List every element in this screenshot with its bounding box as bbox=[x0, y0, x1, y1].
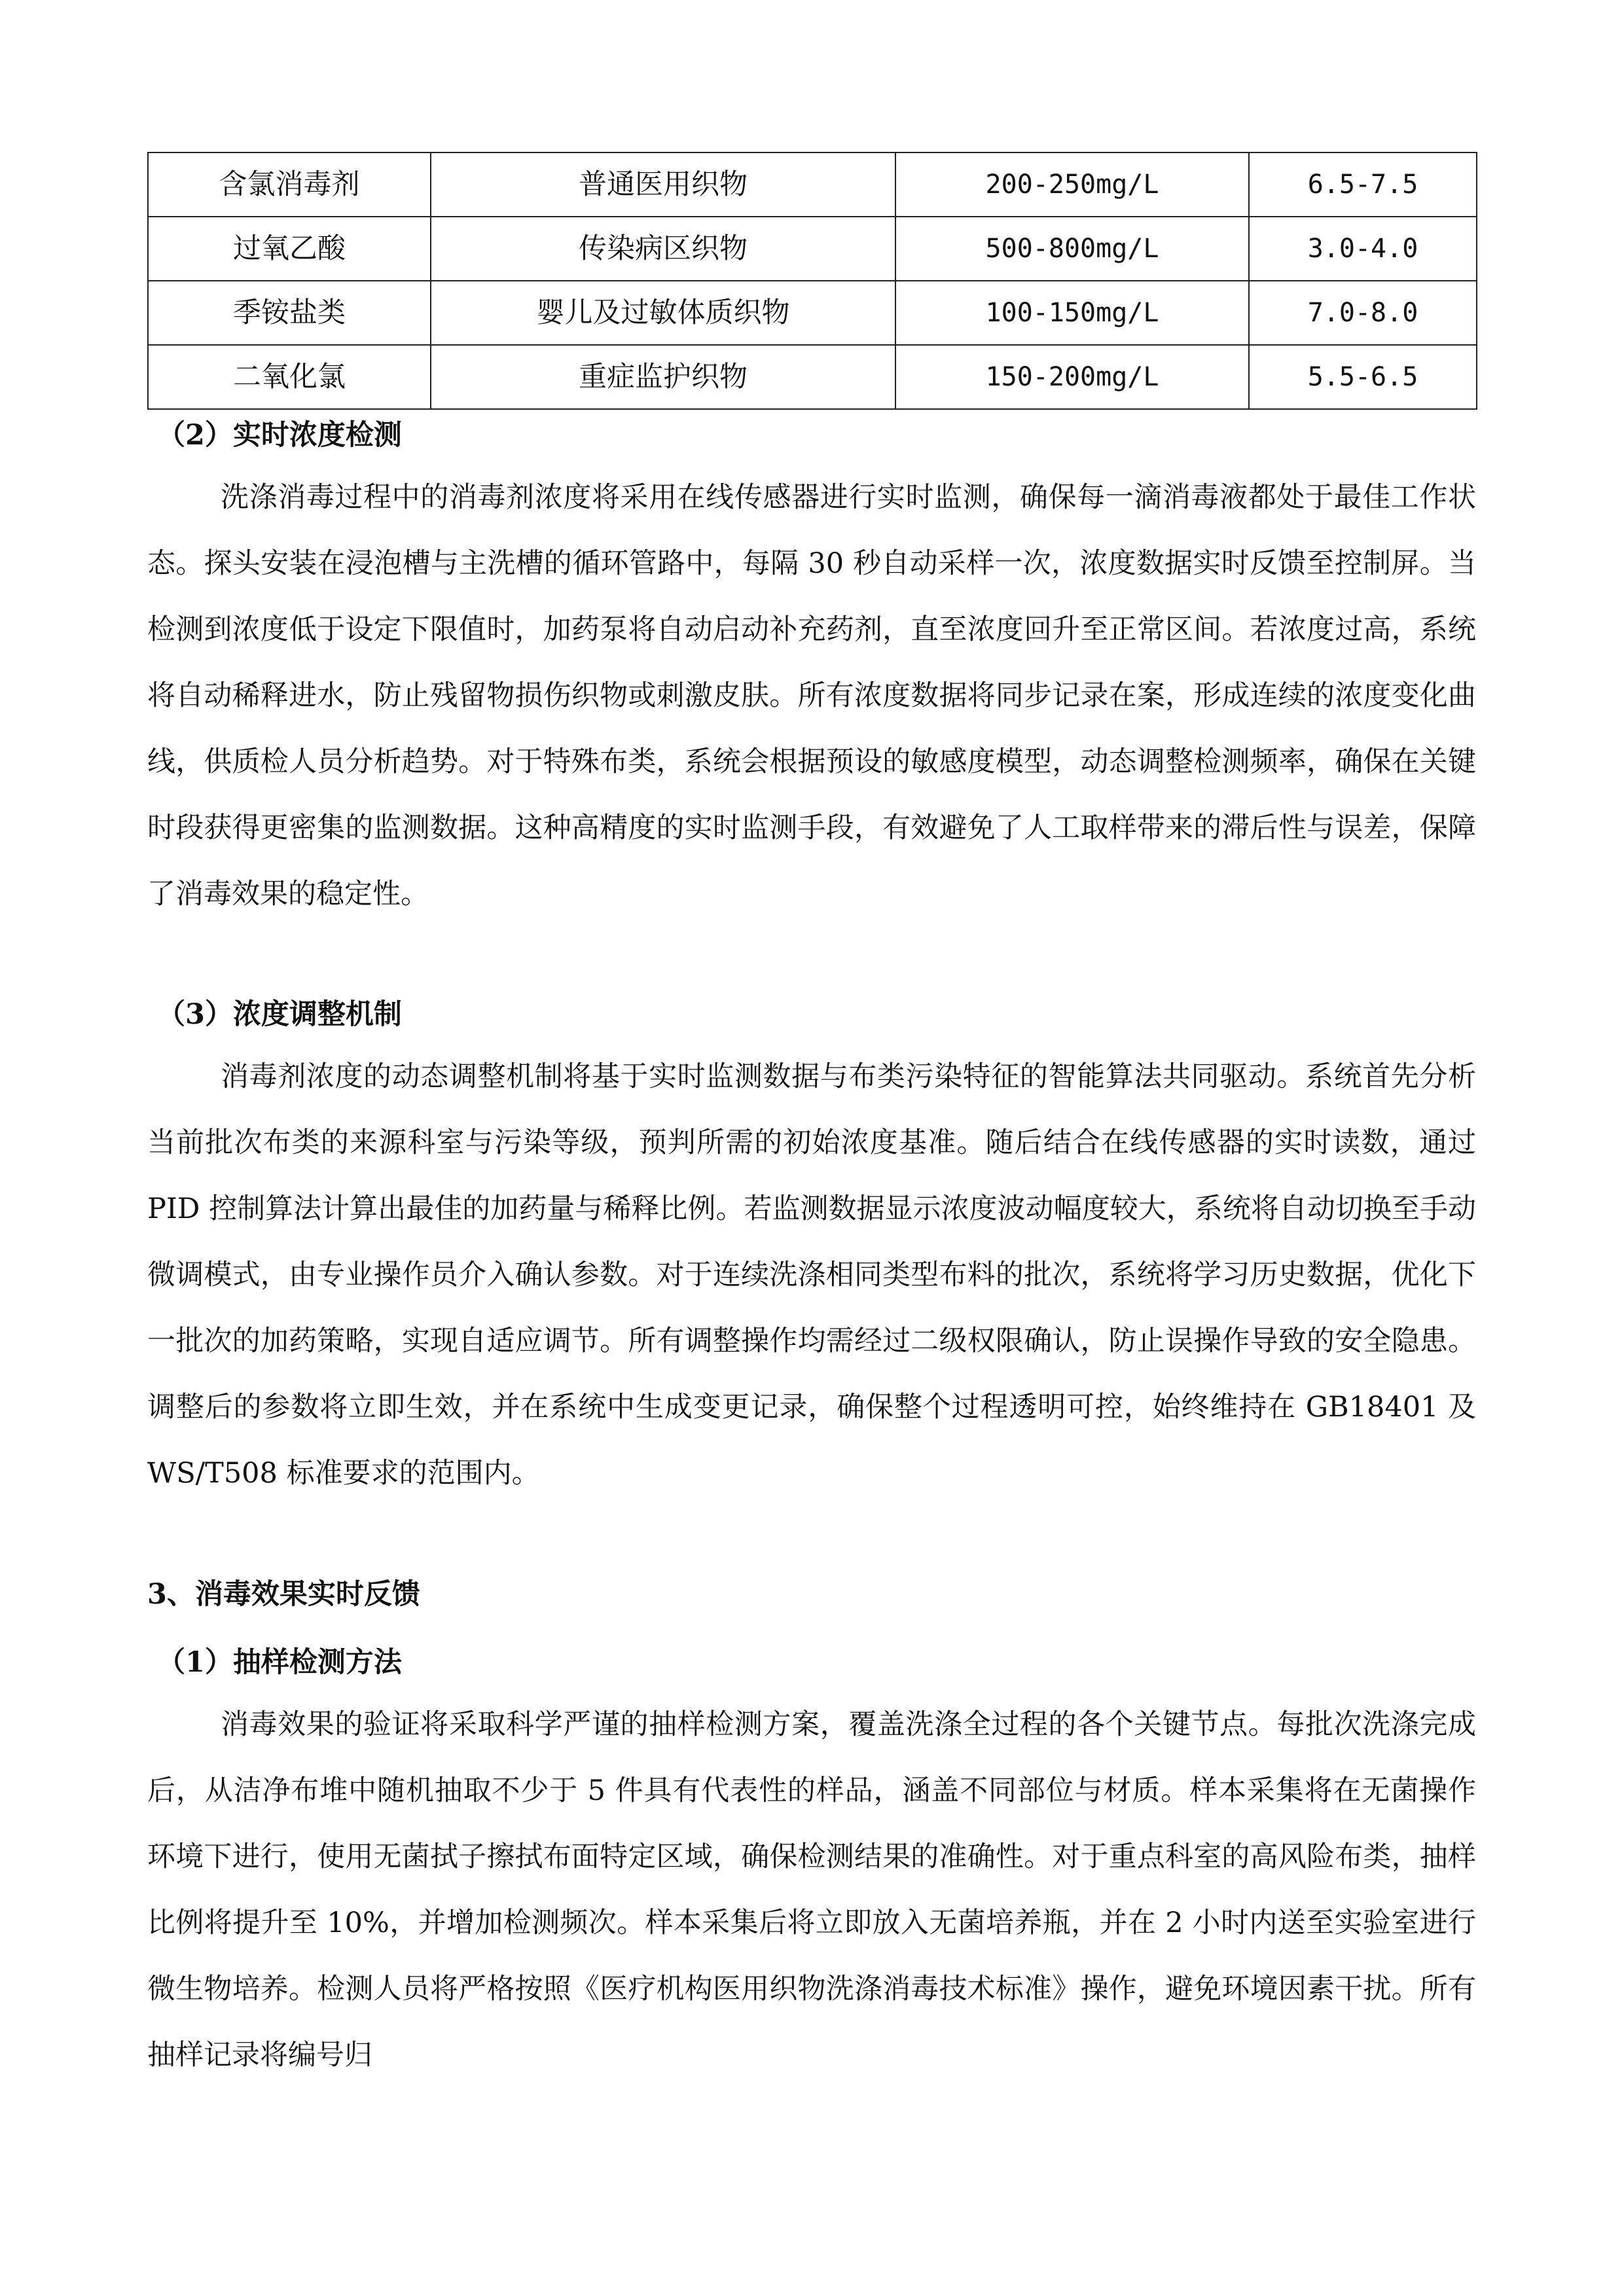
concentration-cell: 150-200mg/L bbox=[895, 345, 1249, 409]
agent-cell: 过氧乙酸 bbox=[148, 217, 431, 281]
concentration-cell: 100-150mg/L bbox=[895, 281, 1249, 345]
heading-disinfection-feedback: 3、消毒效果实时反馈 bbox=[147, 1578, 420, 1611]
paragraph-realtime-detection: 洗涤消毒过程中的消毒剂浓度将采用在线传感器进行实时监测，确保每一滴消毒液都处于最佳工作状态。探头安装在浸泡槽与主洗槽的循环管路中，每隔 30 秒自动采样一次，浓度数据实时反馈至控制屏。当检测到浓度低于设定下限值时，加药泵将自动启动补充药剂，直至浓度回升至正常区间。若浓度过高，系统将自动稀释进水，防止残留物损伤织物或刺激皮肤。所有浓度数据将同步记录在案，形成连续的浓度变化曲线，供质检人员分析趋势。对于特殊布类，系统会根据预设的敏感度模型，动态调整检测频率，确保在关键时段获得更密集的监测数据。这种高精度的实时监测手段，有效避免了人工取样带来的滞后性与误差，保障了消毒效果的稳定性。 bbox=[147, 481, 1476, 910]
agent-cell: 季铵盐类 bbox=[148, 281, 431, 345]
agent-cell: 二氧化氯 bbox=[148, 345, 431, 409]
heading-sampling-method: （1）抽样检测方法 bbox=[157, 1646, 402, 1679]
ph-cell: 6.5-7.5 bbox=[1249, 152, 1477, 217]
fabric-cell: 重症监护织物 bbox=[431, 345, 895, 409]
table-row bbox=[148, 217, 1477, 281]
ph-cell: 3.0-4.0 bbox=[1249, 217, 1477, 281]
ph-cell: 7.0-8.0 bbox=[1249, 281, 1477, 345]
heading-realtime-detection: （2）实时浓度检测 bbox=[157, 419, 402, 452]
heading-concentration-adjustment: （3）浓度调整机制 bbox=[157, 998, 402, 1031]
table-row bbox=[148, 152, 1477, 217]
table-row bbox=[148, 281, 1477, 345]
fabric-cell: 传染病区织物 bbox=[431, 217, 895, 281]
concentration-cell: 200-250mg/L bbox=[895, 152, 1249, 217]
concentration-cell: 500-800mg/L bbox=[895, 217, 1249, 281]
fabric-cell: 婴儿及过敏体质织物 bbox=[431, 281, 895, 345]
paragraph-concentration-adjustment: 消毒剂浓度的动态调整机制将基于实时监测数据与布类污染特征的智能算法共同驱动。系统首先分析当前批次布类的来源科室与污染等级，预判所需的初始浓度基准。随后结合在线传感器的实时读数，通过 PID 控制算法计算出最佳的加药量与稀释比例。若监测数据显示浓度波动幅度较大，系统将自动切换至手动微调模式，由专业操作员介入确认参数。对于连续洗涤相同类型布料的批次，系统将学习历史数据，优化下一批次的加药策略，实现自适应调节。所有调整操作均需经过二级权限确认，防止误操作导致的安全隐患。调整后的参数将立即生效，并在系统中生成变更记录，确保整个过程透明可控，始终维持在 GB18401 及 WS/T508 标准要求的范围内。 bbox=[147, 1060, 1476, 1490]
table-row bbox=[148, 345, 1477, 409]
fabric-cell: 普通医用织物 bbox=[431, 152, 895, 217]
disinfectant-table bbox=[147, 152, 1477, 410]
ph-cell: 5.5-6.5 bbox=[1249, 345, 1477, 409]
agent-cell: 含氯消毒剂 bbox=[148, 152, 431, 217]
paragraph-sampling-method: 消毒效果的验证将采取科学严谨的抽样检测方案，覆盖洗涤全过程的各个关键节点。每批次洗涤完成后，从洁净布堆中随机抽取不少于 5 件具有代表性的样品，涵盖不同部位与材质。样本采集将在无菌操作环境下进行，使用无菌拭子擦拭布面特定区域，确保检测结果的准确性。对于重点科室的高风险布类，抽样比例将提升至 10%，并增加检测频次。样本采集后将立即放入无菌培养瓶，并在 2 小时内送至实验室进行微生物培养。检测人员将严格按照《医疗机构医用织物洗涤消毒技术标准》操作，避免环境因素干扰。所有抽样记录将编号归 bbox=[147, 1708, 1476, 2072]
